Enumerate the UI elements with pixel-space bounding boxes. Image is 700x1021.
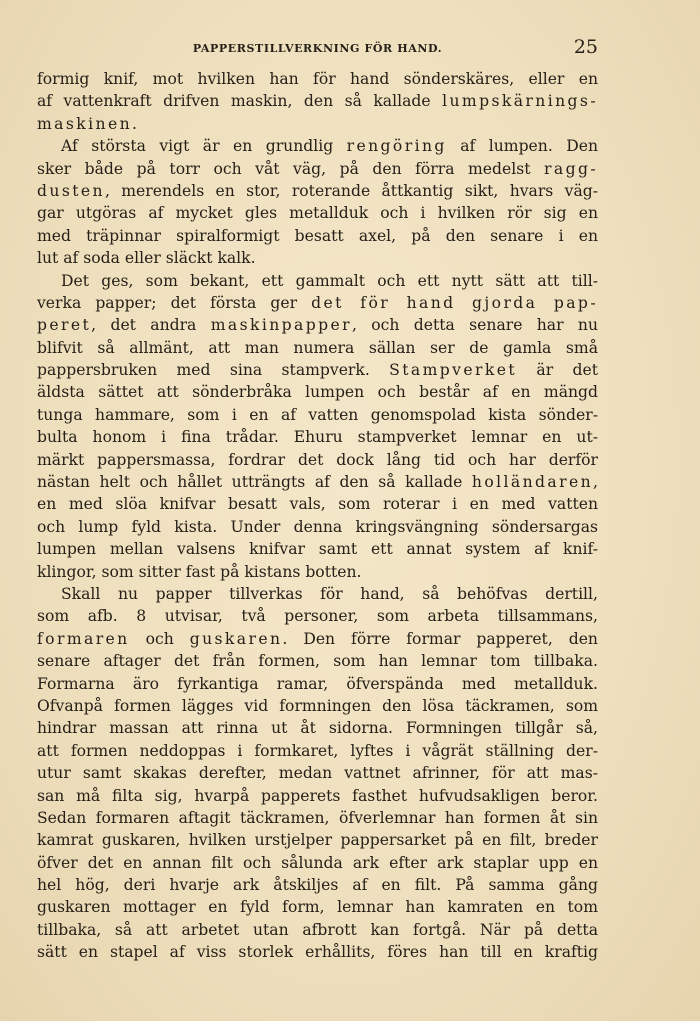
text-segment: pappersbruken med sina stampverk.	[37, 361, 390, 380]
text-line	[37, 90, 598, 112]
spaced-emphasis: ragg-	[544, 159, 598, 178]
text-line	[37, 158, 598, 180]
text-segment: äldsta sättet att sönderbråka lumpen och består af en mängd	[37, 383, 598, 402]
text-line	[37, 113, 598, 135]
text-line	[37, 359, 598, 381]
text-line	[37, 180, 598, 202]
page-number: 25	[573, 36, 598, 58]
text-line	[37, 605, 598, 627]
text-line	[37, 807, 598, 829]
text-segment: . Den förre formar papperet, den	[282, 629, 598, 648]
text-segment: bulta honom i fina trådar. Ehuru stampverket lemnar en ut-	[37, 428, 598, 447]
text-segment: , och detta senare har nu	[352, 316, 598, 335]
text-line	[37, 449, 598, 471]
text-segment: af vattenkraft drifven maskin, den så kallade	[37, 92, 443, 111]
text-line	[37, 874, 598, 896]
text-segment: sker både på torr och våt väg, på den förra medelst	[37, 159, 545, 178]
text-line	[37, 650, 598, 672]
text-segment: Sedan formaren aftagit täckramen, öfverlemnar han formen åt sin	[37, 808, 598, 827]
text-segment: lumpen mellan valsens knifvar samt ett annat system af knif-	[37, 540, 598, 559]
text-line	[37, 919, 598, 941]
text-segment: en med slöa knifvar besatt vals, som roterar i en med vatten	[37, 495, 598, 514]
text-line	[37, 225, 598, 247]
text-line	[37, 717, 598, 739]
text-segment: , merendels en stor, roterande åttkantig sikt, hvars väg-	[104, 181, 598, 200]
text-segment: och lump fyld kista. Under denna kringsvängning söndersargas	[37, 517, 598, 536]
text-segment: som afb. 8 utvisar, två personer, som arbeta tillsammans,	[37, 607, 598, 626]
text-segment: blifvit så allmänt, att man numera sällan ser de gamla små	[37, 338, 598, 357]
text-segment: af lumpen. Den	[446, 137, 598, 156]
text-line	[37, 493, 598, 515]
spaced-emphasis: lumpskärnings-	[442, 92, 598, 111]
text-segment: utur samt skakas derefter, medan vattnet afrinner, för att mas-	[37, 764, 598, 783]
text-line	[37, 381, 598, 403]
text-line	[37, 762, 598, 784]
text-segment: kamrat guskaren, hvilken urstjelper pappersarket på en filt, breder	[37, 831, 598, 850]
text-segment: verka papper; det första ger	[37, 293, 312, 312]
text-segment: klingor, som sitter fast på kistans botten.	[37, 562, 362, 581]
text-segment: tunga hammare, som i en af vatten genomspolad kista sönder-	[37, 405, 598, 424]
text-segment: tillbaka, så att arbetet utan afbrott kan fortgå. När på detta	[37, 920, 598, 939]
text-line	[37, 829, 598, 851]
spaced-emphasis: guskaren	[189, 629, 283, 648]
text-segment: formig knif, mot hvilken han för hand sönderskäres, eller en	[37, 70, 598, 88]
text-segment: gar utgöras af mycket gles metallduk och i hvilken rör sig en	[37, 204, 598, 223]
text-line	[37, 561, 598, 583]
text-line	[37, 68, 598, 90]
text-segment: med träpinnar spiralformigt besatt axel, på den senare i en	[37, 226, 598, 245]
page-header	[37, 38, 598, 68]
book-page	[37, 38, 598, 964]
text-segment: , det andra	[91, 316, 211, 335]
text-segment: Det ges, som bekant, ett gammalt och ett nytt sätt att till-	[61, 271, 598, 290]
text-line	[37, 471, 598, 493]
text-segment: .	[132, 114, 138, 133]
text-line	[37, 516, 598, 538]
spaced-emphasis: formaren	[37, 629, 130, 648]
spaced-emphasis: peret	[37, 316, 92, 335]
text-line	[37, 628, 598, 650]
text-line	[37, 292, 598, 314]
text-line	[37, 740, 598, 762]
running-head: PAPPERSTILLVERKNING FÖR HAND.	[192, 42, 443, 55]
text-line	[37, 852, 598, 874]
text-line	[37, 785, 598, 807]
text-line	[37, 426, 598, 448]
text-segment: märkt pappersmassa, fordrar det dock lång tid och har derför	[37, 450, 598, 469]
text-segment: ,	[593, 473, 598, 492]
text-line	[37, 941, 598, 963]
text-line	[37, 404, 598, 426]
spaced-emphasis: holländaren	[471, 473, 594, 492]
text-line	[37, 202, 598, 224]
text-line	[37, 337, 598, 359]
spaced-emphasis: dusten	[37, 181, 105, 200]
text-line	[37, 673, 598, 695]
text-segment: är det	[517, 361, 598, 380]
text-segment: öfver det en annan filt och sålunda ark efter ark staplar upp en	[37, 853, 598, 872]
spaced-emphasis: maskinen	[37, 114, 133, 133]
text-segment: Formarna äro fyrkantiga ramar, öfverspända med metallduk.	[37, 674, 598, 693]
text-line	[37, 896, 598, 918]
text-line	[37, 247, 598, 269]
text-segment: hel hög, deri hvarje ark åtskiljes af en filt. På samma gång	[37, 876, 598, 895]
text-segment: guskaren mottager en fyld form, lemnar han kamraten en tom	[37, 898, 598, 917]
body-text	[37, 68, 598, 964]
text-segment: sätt en stapel af viss storlek erhållits, föres han till en kraftig	[37, 943, 598, 962]
text-segment: lut af soda eller släckt kalk.	[37, 249, 256, 268]
text-segment: Ofvanpå formen lägges vid formningen den lösa täckramen, som	[37, 696, 598, 715]
spaced-emphasis: det för hand gjorda pap-	[311, 293, 598, 312]
text-segment: nästan helt och hållet utträngts af den så kallade	[37, 473, 472, 492]
text-line	[37, 583, 598, 605]
text-segment: Skall nu papper tillverkas för hand, så behöfvas dertill,	[61, 584, 598, 603]
text-line	[37, 695, 598, 717]
spaced-emphasis: rengöring	[346, 137, 447, 156]
text-segment: och	[129, 629, 190, 648]
text-segment: senare aftager det från formen, som han lemnar tom tillbaka.	[37, 652, 598, 671]
text-segment: san må filta sig, hvarpå papperets fasthet hufvudsakligen beror.	[37, 786, 598, 805]
text-line	[37, 270, 598, 292]
text-segment: Af största vigt är en grundlig	[61, 137, 347, 156]
spaced-emphasis: maskinpapper	[210, 316, 352, 335]
spaced-emphasis: Stampverket	[389, 361, 518, 380]
text-line	[37, 314, 598, 336]
text-line	[37, 538, 598, 560]
text-segment: hindrar massan att rinna ut åt sidorna. Formningen tillgår så,	[37, 719, 598, 738]
text-line	[37, 135, 598, 157]
text-segment: att formen neddoppas i formkaret, lyftes i vågrät ställning der-	[37, 741, 598, 760]
